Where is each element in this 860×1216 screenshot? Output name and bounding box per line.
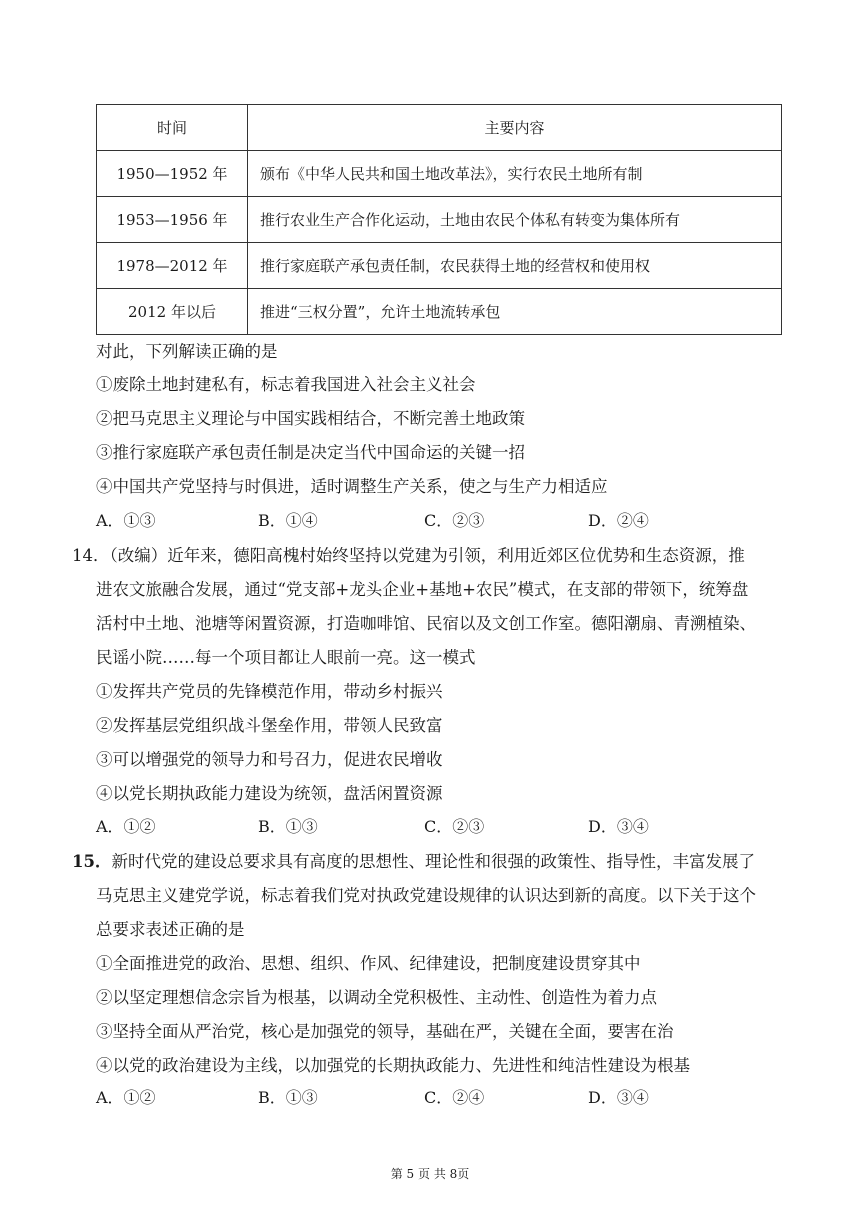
land-policy-table [96,104,782,335]
q15-option-d[interactable]: D．③④ [588,1088,649,1107]
q14-line-4: 民谣小院……每一个项目都让人眼前一亮。这一模式 [96,648,476,667]
q15-option-a[interactable]: A．①② [96,1088,156,1107]
q13-option-a[interactable]: A．①③ [96,511,156,530]
q14-statement-3: ③可以增强党的领导力和号召力，促进农民增收 [96,750,443,769]
cell-time: 1950—1952 年 [97,151,248,197]
q14-statement-1: ①发挥共产党员的先锋模范作用，带动乡村振兴 [96,682,443,701]
q15-line-1: 15．新时代党的建设总要求具有高度的思想性、理论性和很强的政策性、指导性，丰富发展了 [72,852,755,871]
q15-statement-2: ②以坚定理想信念宗旨为根基，以调动全党积极性、主动性、创造性为着力点 [96,988,657,1007]
q13-statement-1: ①废除土地封建私有，标志着我国进入社会主义社会 [96,375,476,394]
q14-option-d[interactable]: D．③④ [588,817,649,836]
q15-statement-1: ①全面推进党的政治、思想、组织、作风、纪律建设，把制度建设贯穿其中 [96,954,641,973]
cell-time: 2012 年以后 [97,289,248,335]
q13-option-c[interactable]: C．②③ [424,511,485,530]
q14-option-a[interactable]: A．①② [96,817,156,836]
q15-option-c[interactable]: C．②④ [424,1088,485,1107]
table-row [97,151,782,197]
table-row [97,197,782,243]
q14-number: 14． [72,546,110,565]
cell-content: 推进“三权分置”，允许土地流转承包 [248,289,782,335]
q13-statement-3: ③推行家庭联产承包责任制是决定当代中国命运的关键一招 [96,443,525,462]
q14-statement-4: ④以党长期执政能力建设为统领，盘活闲置资源 [96,784,443,803]
cell-content: 颁布《中华人民共和国土地改革法》，实行农民土地所有制 [248,151,782,197]
cell-content: 推行家庭联产承包责任制，农民获得土地的经营权和使用权 [248,243,782,289]
q14-option-b[interactable]: B．①③ [258,817,318,836]
q15-statement-3: ③坚持全面从严治党，核心是加强党的领导，基础在严，关键在全面，要害在治 [96,1022,674,1041]
q14-statement-2: ②发挥基层党组织战斗堡垒作用，带领人民致富 [96,716,443,735]
cell-content: 推行农业生产合作化运动，土地由农民个体私有转变为集体所有 [248,197,782,243]
header-time: 时间 [97,105,248,151]
q15-number: 15． [72,852,112,871]
q15-line-2: 马克思主义建党学说，标志着我们党对执政党建设规律的认识达到新的高度。以下关于这个 [96,886,756,905]
q14-line-2: 进农文旅融合发展，通过“党支部+龙头企业+基地+农民”模式，在支部的带领下，统筹盘 [96,580,749,599]
q13-statement-2: ②把马克思主义理论与中国实践相结合，不断完善土地政策 [96,409,525,428]
q14-option-c[interactable]: C．②③ [424,817,485,836]
page-footer: 第 5 页 共 8页 [390,1167,470,1181]
q15-option-b[interactable]: B．①③ [258,1088,318,1107]
table-row [97,243,782,289]
cell-time: 1978—2012 年 [97,243,248,289]
q14-line-1: 14．（改编）近年来，德阳高槐村始终坚持以党建为引领，利用近郊区位优势和生态资源，推 [72,546,745,565]
cell-time: 1953—1956 年 [97,197,248,243]
q14-line-3: 活村中土地、池塘等闲置资源，打造咖啡馆、民宿以及文创工作室。德阳潮扇、青溯植染、 [96,614,756,633]
q15-statement-4: ④以党的政治建设为主线，以加强党的长期执政能力、先进性和纯洁性建设为根基 [96,1056,690,1075]
q13-option-b[interactable]: B．①④ [258,511,318,530]
q13-option-d[interactable]: D．②④ [588,511,649,530]
q13-statement-4: ④中国共产党坚持与时俱进，适时调整生产关系，使之与生产力相适应 [96,477,608,496]
table-header-row [97,105,782,151]
table-row [97,289,782,335]
q13-prompt: 对此，下列解读正确的是 [96,342,278,361]
q15-line-3: 总要求表述正确的是 [96,920,245,939]
header-content: 主要内容 [248,105,782,151]
